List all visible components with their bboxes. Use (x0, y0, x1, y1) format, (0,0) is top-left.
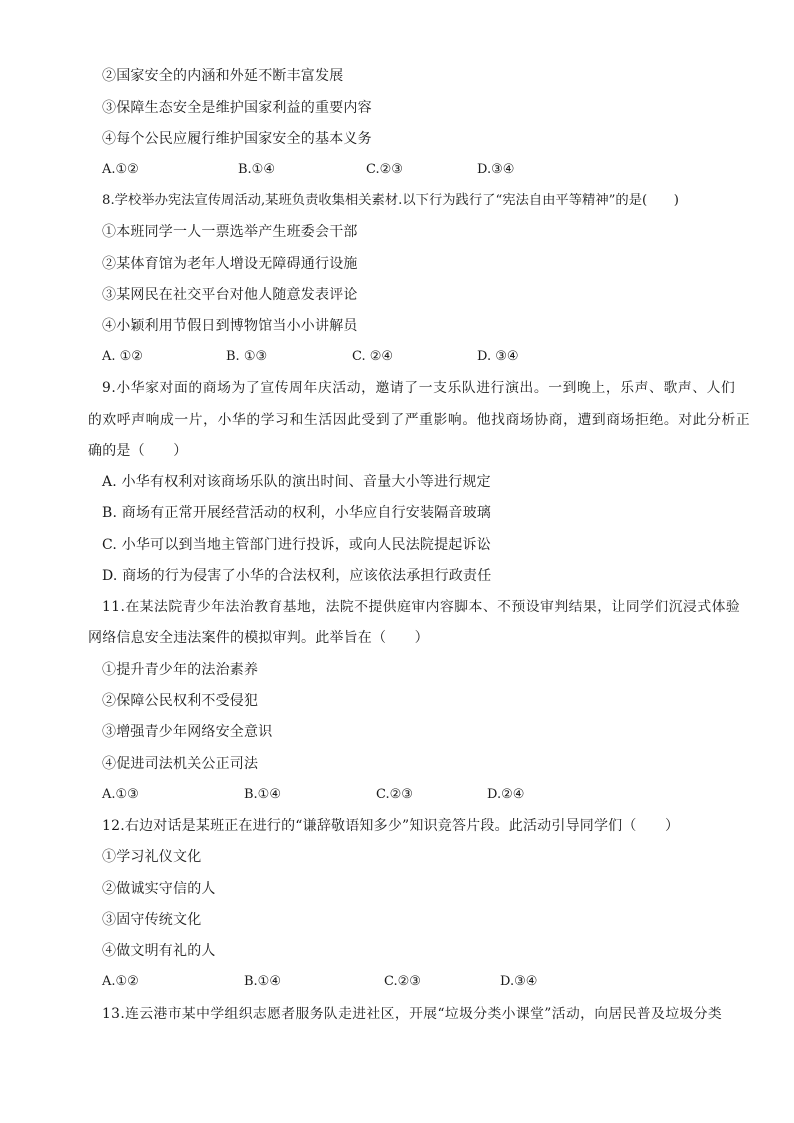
q11-item-1: ①提升青少年的法治素养 (102, 662, 259, 678)
q13-stem-line1: 13.连云港市某中学组织志愿者服务队走进社区，开展“垃圾分类小课堂”活动，向居民普及垃圾分类 (102, 1006, 723, 1022)
q11-option-c: C.②③ (376, 787, 413, 802)
q9-option-d: D. 商场的行为侵害了小华的合法权利，应该依法承担行政责任 (102, 568, 492, 584)
block1-option-b: B.①④ (238, 162, 275, 177)
q8-option-b: B. ①③ (226, 349, 268, 364)
q8-item-1: ①本班同学一人一票选举产生班委会干部 (102, 224, 358, 240)
q11-stem-line2: 网络信息安全违法案件的模拟审判。此举旨在（ ） (88, 630, 429, 646)
q11-option-d: D.②④ (487, 787, 525, 802)
q9-option-c: C. 小华可以到当地主管部门进行投诉，或向人民法院提起诉讼 (102, 537, 491, 553)
block1-item-2: ②国家安全的内涵和外延不断丰富发展 (102, 68, 344, 84)
q11-item-4: ④促进司法机关公正司法 (102, 756, 259, 772)
q9-option-a: A. 小华有权利对该商场乐队的演出时间、音量大小等进行规定 (102, 474, 491, 490)
q8-item-3: ③某网民在社交平台对他人随意发表评论 (102, 287, 358, 303)
block1-option-c: C.②③ (366, 162, 403, 177)
block1-item-3: ③保障生态安全是维护国家利益的重要内容 (102, 100, 372, 116)
q8-item-2: ②某体育馆为老年人增设无障碍通行设施 (102, 256, 358, 272)
q8-option-c: C. ②④ (352, 349, 394, 364)
q12-option-d: D.③④ (500, 974, 538, 989)
q11-stem-line1: 11.在某法院青少年法治教育基地，法院不提供庭审内容脚本、不预设审判结果，让同学们沉浸式体验 (102, 599, 741, 615)
q11-option-b: B.①④ (244, 787, 281, 802)
q12-item-1: ①学习礼仪文化 (102, 849, 202, 865)
q11-option-a: A.①③ (102, 787, 139, 802)
q8-option-a: A. ①② (102, 349, 143, 364)
q12-option-c: C.②③ (384, 974, 421, 989)
q8-stem: 8.学校举办宪法宣传周活动,某班负责收集相关素材.以下行为践行了“宪法自由平等精神”的是( ) (102, 193, 679, 208)
q11-item-3: ③增强青少年网络安全意识 (102, 724, 273, 740)
q8-item-4: ④小颖利用节假日到博物馆当小小讲解员 (102, 318, 358, 334)
q9-stem-line1: 9.小华家对面的商场为了宣传周年庆活动，邀请了一支乐队进行演出。一到晚上，乐声、歌声、人们 (102, 380, 736, 396)
q12-stem: 12.右边对话是某班正在进行的“谦辞敬语知多少”知识竞答片段。此活动引导同学们（ ） (102, 818, 680, 834)
block1-item-4: ④每个公民应履行维护国家安全的基本义务 (102, 131, 372, 147)
block1-option-a: A.①② (102, 162, 139, 177)
q11-item-2: ②保障公民权利不受侵犯 (102, 693, 259, 709)
q12-item-3: ③固守传统文化 (102, 912, 202, 928)
q12-item-4: ④做文明有礼的人 (102, 943, 216, 959)
q12-item-2: ②做诚实守信的人 (102, 881, 216, 897)
q9-option-b: B. 商场有正常开展经营活动的权利，小华应自行安装隔音玻璃 (102, 505, 491, 521)
q12-option-b: B.①④ (244, 974, 281, 989)
q8-option-d: D. ③④ (477, 349, 519, 364)
q9-stem-line2: 的欢呼声响成一片，小华的学习和生活因此受到了严重影响。他找商场协商，遭到商场拒绝。对此分析正 (88, 412, 751, 428)
q9-stem-line3: 确的是（ ） (88, 443, 188, 459)
q12-option-a: A.①② (102, 974, 139, 989)
block1-option-d: D.③④ (477, 162, 515, 177)
